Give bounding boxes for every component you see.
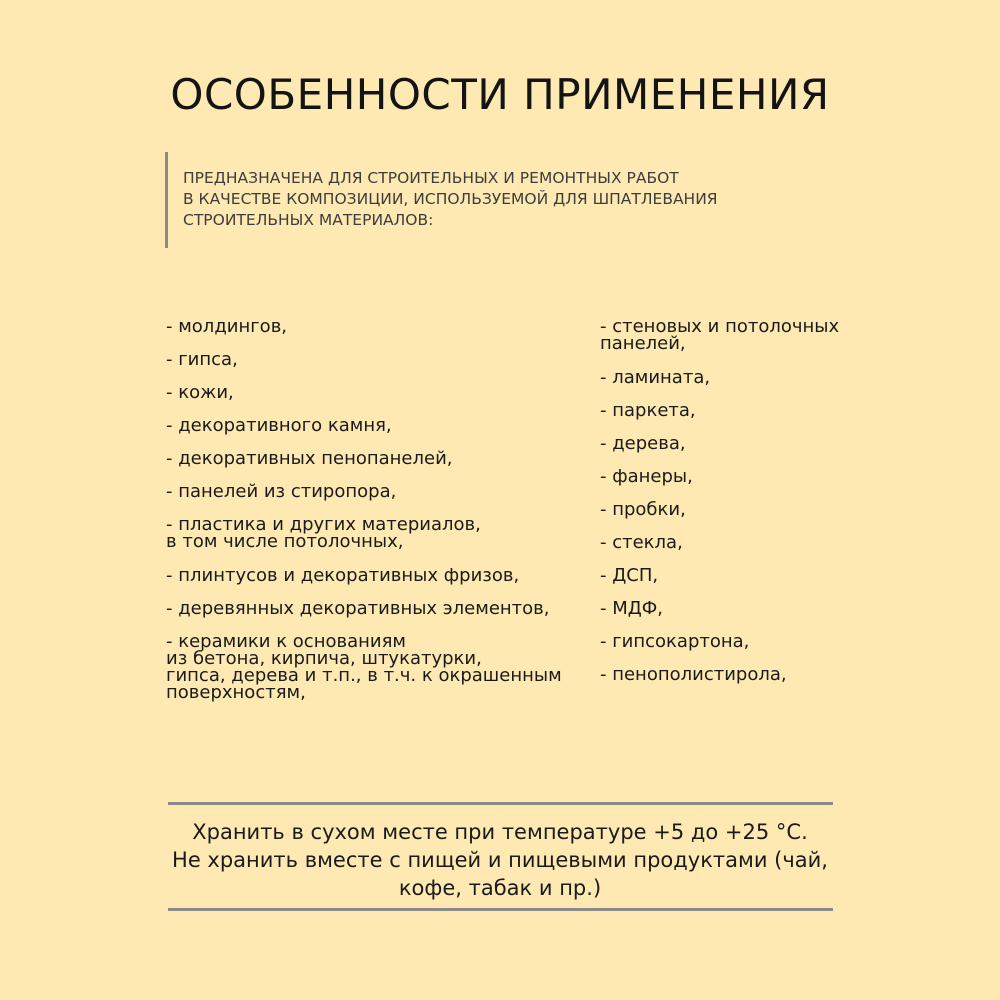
list-item: - паркета, <box>600 400 696 421</box>
list-item: - пластика и других материалов, в том числе потолочных, <box>166 514 481 552</box>
intro-text <box>183 168 865 231</box>
list-item: - ДСП, <box>600 565 659 586</box>
storage-note <box>0 818 1000 902</box>
list-item: - деревянных декоративных элементов, <box>166 598 550 619</box>
list-item: - МДФ, <box>600 598 664 619</box>
list-item: - керамики к основаниям из бетона, кирпича, штукатурки, гипса, дерева и т.п., в т.ч. к окрашенным поверхностям, <box>166 631 562 703</box>
list-item: - гипсокартона, <box>600 631 750 652</box>
list-item: - кожи, <box>166 382 234 403</box>
list-item: - дерева, <box>600 433 686 454</box>
list-item: - пенополистирола, <box>600 664 787 685</box>
list-item: - стекла, <box>600 532 683 553</box>
list-item: - фанеры, <box>600 466 693 487</box>
list-item: - пробки, <box>600 499 686 520</box>
intro-line: В КАЧЕСТВЕ КОМПОЗИЦИИ, ИСПОЛЬЗУЕМОЙ ДЛЯ ШПАТЛЕВАНИЯ <box>183 190 718 208</box>
intro-line: СТРОИТЕЛЬНЫХ МАТЕРИАЛОВ: <box>183 211 434 229</box>
divider-top <box>168 802 833 805</box>
divider-bottom <box>168 908 833 911</box>
list-item: - молдингов, <box>166 316 288 337</box>
storage-line: кофе, табак и пр.) <box>398 876 602 900</box>
list-item: - декоративных пенопанелей, <box>166 448 453 469</box>
storage-line: Не хранить вместе с пищей и пищевыми продуктами (чай, <box>172 848 828 872</box>
list-item: - панелей из стиропора, <box>166 481 397 502</box>
intro-line: ПРЕДНАЗНАЧЕНА ДЛЯ СТРОИТЕЛЬНЫХ И РЕМОНТНЫХ РАБОТ <box>183 169 679 187</box>
list-item: - плинтусов и декоративных фризов, <box>166 565 520 586</box>
page-title: ОСОБЕННОСТИ ПРИМЕНЕНИЯ <box>170 70 830 119</box>
list-item: - ламината, <box>600 367 711 388</box>
list-item: - гипса, <box>166 349 238 370</box>
list-item: - декоративного камня, <box>166 415 392 436</box>
intro-block <box>165 152 865 248</box>
storage-line: Хранить в сухом месте при температуре +5 до +25 °C. <box>192 820 808 844</box>
list-item: - стеновых и потолочных панелей, <box>600 316 840 354</box>
